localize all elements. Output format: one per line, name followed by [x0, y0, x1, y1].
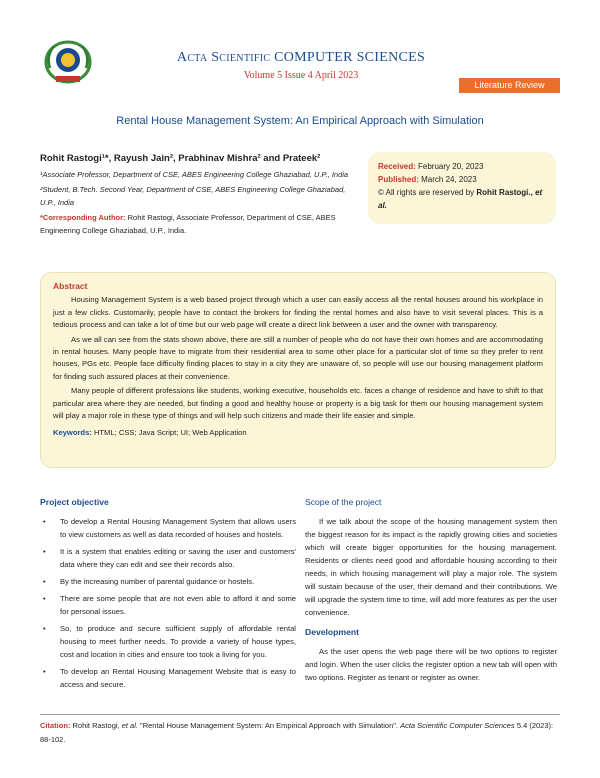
right-column — [305, 496, 557, 684]
abstract-paragraph: As we all can see from the stats shown above, there are still a number of people who do not have their own homes and are accommodating in rental houses. Many people have to migrate from their residential area to some other place for a particular slot of time so they prefer to rent houses, PGs etc. People face difficulty finding places to stay in a city they are unaware of, so people will use our housing management platform for finding such assured places at their convenience. — [53, 334, 543, 381]
list-item: • There are some people that are not even able to afford it and some for personal issues. — [40, 592, 296, 618]
published-date — [378, 173, 546, 186]
affiliations — [40, 168, 358, 239]
citation-tail: 5.4 (2023): 88-102. — [40, 721, 554, 744]
corresponding-label: *Corresponding Author: — [40, 213, 126, 222]
development-heading: Development — [305, 627, 359, 637]
rights-etal: et al. — [378, 188, 543, 210]
citation-label: Citation: — [40, 721, 71, 730]
rights-holder: Rohit Rastogi., — [476, 188, 536, 197]
acta-scientific-logo — [42, 38, 94, 86]
volume-issue: Volume 5 Issue 4 April 2023 — [243, 70, 359, 81]
citation-authors: Rohit Rastogi, — [70, 721, 122, 730]
citation-title: "Rental House Management System: An Empirical Approach with Simulation". — [137, 721, 401, 730]
development-text: As the user opens the web page there will be two options to register and login. When the user clicks the register option a new tab will open with two options. Register as tenant or register as owner. — [305, 647, 557, 682]
rights-prefix: © All rights are reserved by — [378, 188, 477, 197]
project-objective-heading: Project objective — [40, 497, 109, 507]
scope-text: If we talk about the scope of the housing management system then the biggest reason for its impact is the rapidly growing cities and societies which will create bigger opportunities for the housing management. Residents or clients need good and affordable housing according to their needs, in which housing management will play a major role. The system will sustain because of the user, their demand and their contributions. We will upgrade the system time to time, will add more features as per the user convenience. — [305, 517, 557, 617]
article-title: Rental House Management System: An Empirical Approach with Simulation — [116, 115, 484, 127]
citation-journal: Acta Scientific Computer Sciences — [400, 721, 515, 730]
author-list: Rohit Rastogi¹*, Rayush Jain², Prabhinav Mishra² and Prateek² — [40, 153, 321, 164]
article-type-badge: Literature Review — [459, 78, 560, 93]
list-item: • It is a system that enables editing or saving the user and customers' data where they can edit and see their records also. — [40, 545, 296, 571]
abstract-heading: Abstract — [53, 281, 88, 291]
list-item: • To develop an Rental Housing Management Website that is easy to access and secure. — [40, 665, 296, 691]
list-item: • By the increasing number of parental guidance or hostels. — [40, 575, 296, 588]
rights-statement — [378, 186, 546, 212]
journal-title: Acta Scientific COMPUTER SCIENCES — [176, 50, 426, 65]
objective-list — [40, 515, 296, 691]
project-objective-section — [40, 496, 296, 695]
list-item: • To develop a Rental Housing Management System that allows users to view customers as well as data recorded of houses and hostels. — [40, 515, 296, 541]
received-date — [378, 160, 546, 173]
received-value: February 20, 2023 — [415, 162, 484, 171]
abstract-paragraph: Many people of different professions like students, working executive, households etc. faces a change of residence and have to shift to that particular area where they are needed, but finding a good and healthy house or property is a big task for them our housing management system will play a major role in these type of things and will help such citizens and made their life easier and simple. — [53, 386, 543, 421]
keywords-label: Keywords: — [53, 428, 92, 438]
abstract-box — [40, 272, 556, 468]
publication-dates-box — [368, 152, 556, 224]
received-label: Received: — [378, 162, 416, 171]
list-item: • So, to produce and secure sufficient supply of affordable rental housing to meet further needs. To provide a variety of house types, cost and location in cities and ensure too took a living for you. — [40, 622, 296, 661]
citation-footer — [40, 714, 560, 747]
abstract-paragraph: Housing Management System is a web based project through which a user can easily access all the rental houses around his workplace in just a few clicks. Customarily, people have to contact the brokers for finding the rental homes and also have to visit several places. This is a tedious process and can take a lot of time but our web page will create a direct link between a user and the owner with transparency. — [53, 295, 543, 330]
affiliation-1: ¹Associate Professor, Department of CSE, ABES Engineering College Ghaziabad, U.P., India — [40, 170, 349, 179]
corresponding-author — [40, 211, 358, 237]
affiliation-2: ²Student, B.Tech. Second Year, Department of CSE, ABES Engineering College Ghaziabad, U.P., India — [40, 185, 346, 207]
published-value: March 24, 2023 — [418, 175, 477, 184]
published-label: Published: — [378, 175, 419, 184]
citation-etal: et al. — [121, 721, 138, 730]
keywords-value: HTML; CSS; Java Script; UI; Web Application — [91, 428, 247, 438]
corresponding-text: Rohit Rastogi, Associate Professor, Department of CSE, ABES Engineering College Ghaziabad, U.P., India. — [40, 213, 336, 235]
scope-heading: Scope of the project — [305, 497, 382, 507]
keywords-line — [53, 427, 543, 439]
